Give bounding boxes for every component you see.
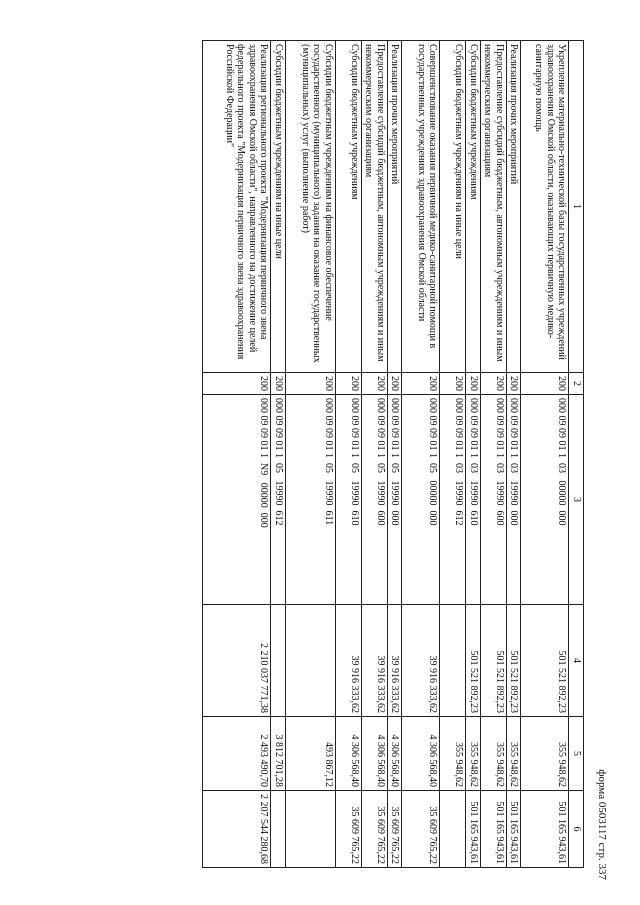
row-name-cell: Предоставление субсидий бюджетным, автономным учреждениям и иным некоммерческим организациям [362,41,388,373]
unexecuted-amount-cell: 35 609 765,22 [388,791,403,868]
unexecuted-amount-cell: 501 165 943,61 [521,791,569,868]
approved-amount-cell: 39 916 333,62 [402,605,440,717]
executed-amount-cell: 3 812 701,28 [271,717,286,791]
executed-amount-cell: 4 306 568,40 [336,717,362,791]
unexecuted-amount-cell [440,791,466,868]
budget-code-cell: 000 09 09 01 1 05 19990 611 [286,395,336,605]
header-col-2: 2 [569,373,584,395]
line-code-cell: 200 [481,373,507,395]
executed-amount-cell: 2 493 490,70 [203,717,271,791]
executed-amount-cell: 355 948,62 [507,717,522,791]
executed-amount-cell: 355 948,62 [440,717,466,791]
unexecuted-amount-cell: 501 165 943,61 [507,791,522,868]
row-name-cell: Субсидии бюджетным учреждениям [466,41,481,373]
budget-table [203,40,585,868]
row-name-cell: Предоставление субсидий бюджетным, автономным учреждениям и иным некоммерческим организациям [481,41,507,373]
budget-code-cell: 000 09 09 01 1 05 19990 600 [362,395,388,605]
approved-amount-cell: 501 521 892,23 [481,605,507,717]
budget-code-cell: 000 09 09 01 1 03 00000 000 [521,395,569,605]
executed-amount-cell: 493 867,12 [286,717,336,791]
table-row [440,41,466,868]
table-row [521,41,569,868]
unexecuted-amount-cell: 35 609 765,22 [336,791,362,868]
table-row [203,41,271,868]
form-reference: форма 0503117 стр. 337 [596,769,608,880]
table-row [481,41,507,868]
header-col-1: 1 [569,41,584,373]
approved-amount-cell: 2 210 037 771,38 [203,605,271,717]
unexecuted-amount-cell: 501 165 943,61 [481,791,507,868]
budget-code-cell: 000 09 09 01 1 03 19990 600 [481,395,507,605]
budget-code-cell: 000 09 09 01 1 03 19990 612 [440,395,466,605]
row-name-cell: Субсидии бюджетным учреждениям на иные цели [440,41,466,373]
header-col-3: 3 [569,395,584,605]
line-code-cell: 200 [507,373,522,395]
executed-amount-cell: 4 306 568,40 [388,717,403,791]
budget-code-cell: 000 09 09 01 1 05 19990 610 [336,395,362,605]
budget-code-cell: 000 09 09 01 1 05 19990 612 [271,395,286,605]
approved-amount-cell: 501 521 892,23 [507,605,522,717]
budget-code-cell: 000 09 09 01 1 05 00000 000 [402,395,440,605]
line-code-cell: 200 [362,373,388,395]
executed-amount-cell: 355 948,62 [521,717,569,791]
header-col-5: 5 [569,717,584,791]
approved-amount-cell: 39 916 333,62 [336,605,362,717]
line-code-cell: 200 [466,373,481,395]
row-name-cell: Субсидии бюджетным учреждениям на финансовое обеспечение государственного (муниципального) задания на оказание государственных (муниципальных) услуг (выполнение работ) [286,41,336,373]
table-row [362,41,388,868]
line-code-cell: 200 [203,373,271,395]
table-row [402,41,440,868]
line-code-cell: 200 [271,373,286,395]
executed-amount-cell: 355 948,62 [466,717,481,791]
executed-amount-cell: 4 306 568,40 [362,717,388,791]
approved-amount-cell: 39 916 333,62 [362,605,388,717]
table-row [507,41,522,868]
line-code-cell: 200 [286,373,336,395]
table-header-row [569,41,584,868]
executed-amount-cell: 355 948,62 [481,717,507,791]
row-name-cell: Укрепление материально-технической базы государственных учреждений здравоохранения Омской области, оказывающих первичную медико-санитарную помощь [521,41,569,373]
unexecuted-amount-cell: 501 165 943,61 [466,791,481,868]
row-name-cell: Совершенствование оказания первичной медико-санитарной помощи в государственных учреждениях здравоохранения Омской области [402,41,440,373]
approved-amount-cell: 39 916 333,62 [388,605,403,717]
approved-amount-cell: 501 521 892,23 [521,605,569,717]
table-row [388,41,403,868]
unexecuted-amount-cell: 35 609 765,22 [402,791,440,868]
budget-code-cell: 000 09 09 01 1 05 19990 000 [388,395,403,605]
row-name-cell: Реализация прочих мероприятий [388,41,403,373]
budget-code-cell: 000 09 09 01 1 N9 00000 000 [203,395,271,605]
row-name-cell: Реализация регионального проекта "Модернизация первичного звена здравоохранения Омской области", направленного на достижение целей федерального проекта "Модернизация первичного звена здравоохранения Российской Федерации" [203,41,271,373]
line-code-cell: 200 [440,373,466,395]
approved-amount-cell: 501 521 892,23 [466,605,481,717]
unexecuted-amount-cell: 35 609 765,22 [362,791,388,868]
approved-amount-cell [286,605,336,717]
line-code-cell: 200 [388,373,403,395]
line-code-cell: 200 [336,373,362,395]
row-name-cell: Реализация прочих мероприятий [507,41,522,373]
budget-code-cell: 000 09 09 01 1 03 19990 000 [507,395,522,605]
line-code-cell: 200 [521,373,569,395]
row-name-cell: Субсидии бюджетным учреждениям [336,41,362,373]
approved-amount-cell [271,605,286,717]
line-code-cell: 200 [402,373,440,395]
header-col-6: 6 [569,791,584,868]
unexecuted-amount-cell [286,791,336,868]
header-col-4: 4 [569,605,584,717]
unexecuted-amount-cell: 2 207 544 280,68 [203,791,271,868]
unexecuted-amount-cell [271,791,286,868]
table-row [286,41,336,868]
table-row [271,41,286,868]
table-row [466,41,481,868]
executed-amount-cell: 4 306 568,40 [402,717,440,791]
approved-amount-cell [440,605,466,717]
rotated-page-content [48,20,608,880]
row-name-cell: Субсидии бюджетным учреждениям на иные цели [271,41,286,373]
table-row [336,41,362,868]
budget-code-cell: 000 09 09 01 1 03 19990 610 [466,395,481,605]
